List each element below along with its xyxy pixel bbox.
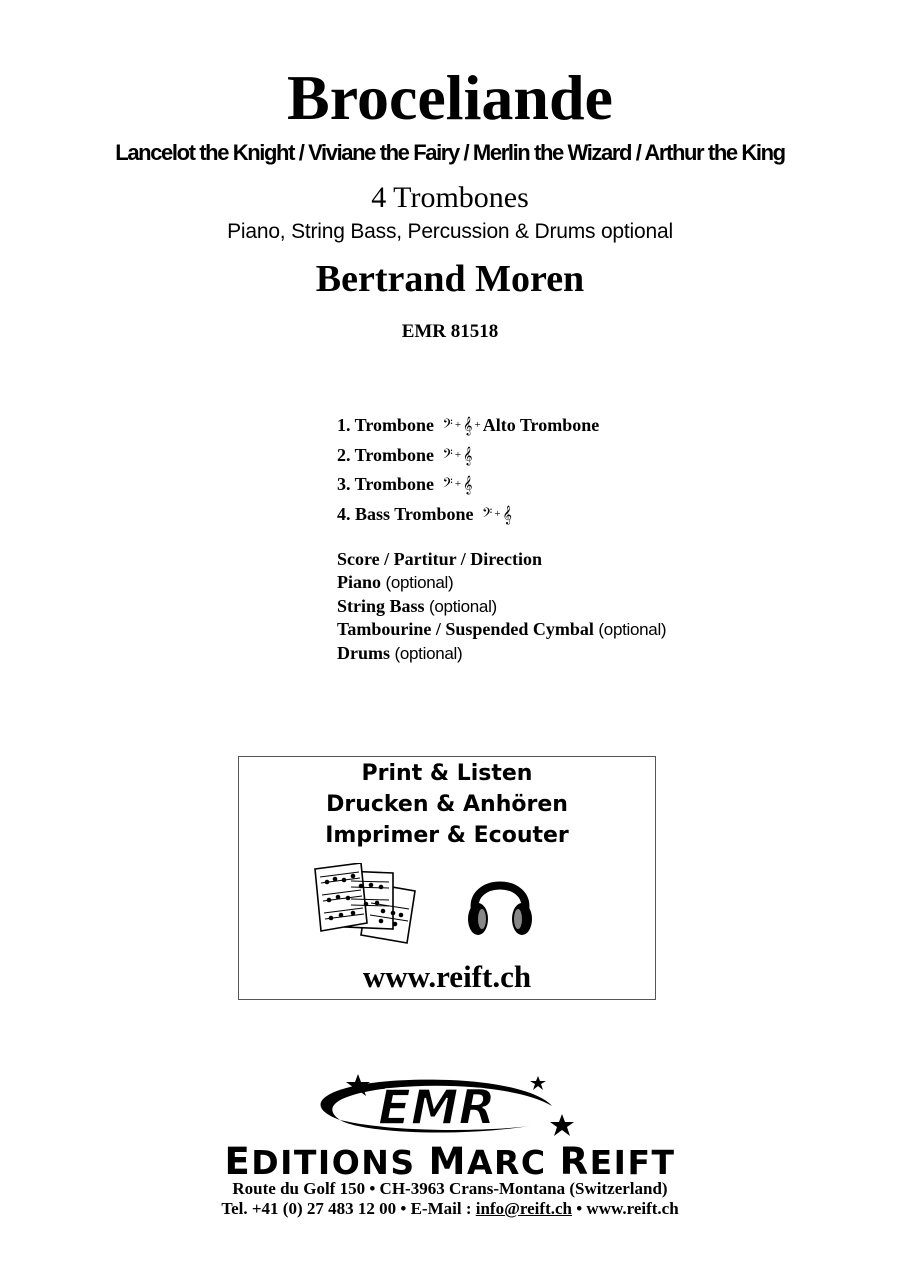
- treble-clef-icon: 𝄞: [463, 477, 473, 494]
- part-label: 3. Trombone: [337, 474, 435, 494]
- clef-icons: 𝄢 + 𝄞: [442, 447, 473, 465]
- emr-logo: [300, 1072, 580, 1138]
- part-suffix: Alto Trombone: [482, 415, 600, 435]
- part-item: [337, 442, 599, 472]
- catalog-number: EMR 81518: [401, 321, 499, 342]
- treble-clef-icon: 𝄞: [463, 447, 473, 465]
- bass-clef-icon: 𝄢: [482, 506, 493, 524]
- publisher-contact: Tel. +41 (0) 27 483 12 00 • E-Mail : info@reift.ch • www.reift.ch: [221, 1199, 679, 1218]
- promo-line: Print & Listen: [361, 761, 533, 786]
- part-label: 4. Bass Trombone: [337, 503, 474, 524]
- treble-clef-icon: 𝄞: [463, 418, 473, 435]
- part-item: [337, 471, 599, 501]
- headphones-icon: [465, 867, 535, 939]
- part-item: [337, 501, 599, 531]
- bass-clef-icon: 𝄢: [442, 447, 453, 465]
- publisher-name: EDITIONS MARC REIFT: [224, 1140, 676, 1183]
- extra-item: String Bass (optional): [337, 595, 497, 616]
- bass-clef-icon: 𝄢: [442, 477, 453, 494]
- publisher-address: Route du Golf 150 • CH-3963 Crans-Montana (Switzerland): [232, 1179, 668, 1198]
- promo-line: Imprimer & Ecouter: [325, 823, 569, 848]
- clef-icons: 𝄢 + 𝄞 +: [442, 418, 481, 435]
- subtitle: Lancelot the Knight / Viviane the Fairy / Merlin the Wizard / Arthur the King: [115, 140, 785, 165]
- clef-icons: 𝄢 + 𝄞: [442, 477, 473, 494]
- clef-icons: 𝄢 + 𝄞: [482, 506, 513, 524]
- extra-item: Tambourine / Suspended Cymbal (optional): [337, 619, 667, 640]
- part-label: 2. Trombone: [337, 444, 435, 465]
- ensemble: 4 Trombones: [371, 181, 529, 214]
- print-listen-box: [238, 756, 656, 1000]
- extra-item: Drums (optional): [337, 643, 463, 664]
- parts-list: [337, 412, 599, 530]
- sheet-music-icon: [311, 863, 423, 947]
- instrumentation: Piano, String Bass, Percussion & Drums optional: [227, 220, 673, 243]
- email-link[interactable]: info@reift.ch: [475, 1199, 572, 1218]
- extras-list: [337, 548, 666, 666]
- emr-logo-text: EMR: [378, 1080, 496, 1136]
- composer: Bertrand Moren: [315, 258, 585, 300]
- promo-url[interactable]: www.reift.ch: [362, 959, 532, 994]
- treble-clef-icon: 𝄞: [502, 506, 513, 524]
- part-item: [337, 412, 599, 442]
- extra-item: Piano (optional): [337, 571, 454, 592]
- extra-item: Score / Partitur / Direction: [337, 549, 542, 569]
- page-title: Broceliande: [287, 62, 613, 133]
- bass-clef-icon: 𝄢: [442, 418, 453, 435]
- part-label: 1. Trombone: [337, 415, 435, 435]
- promo-line: Drucken & Anhören: [326, 792, 568, 817]
